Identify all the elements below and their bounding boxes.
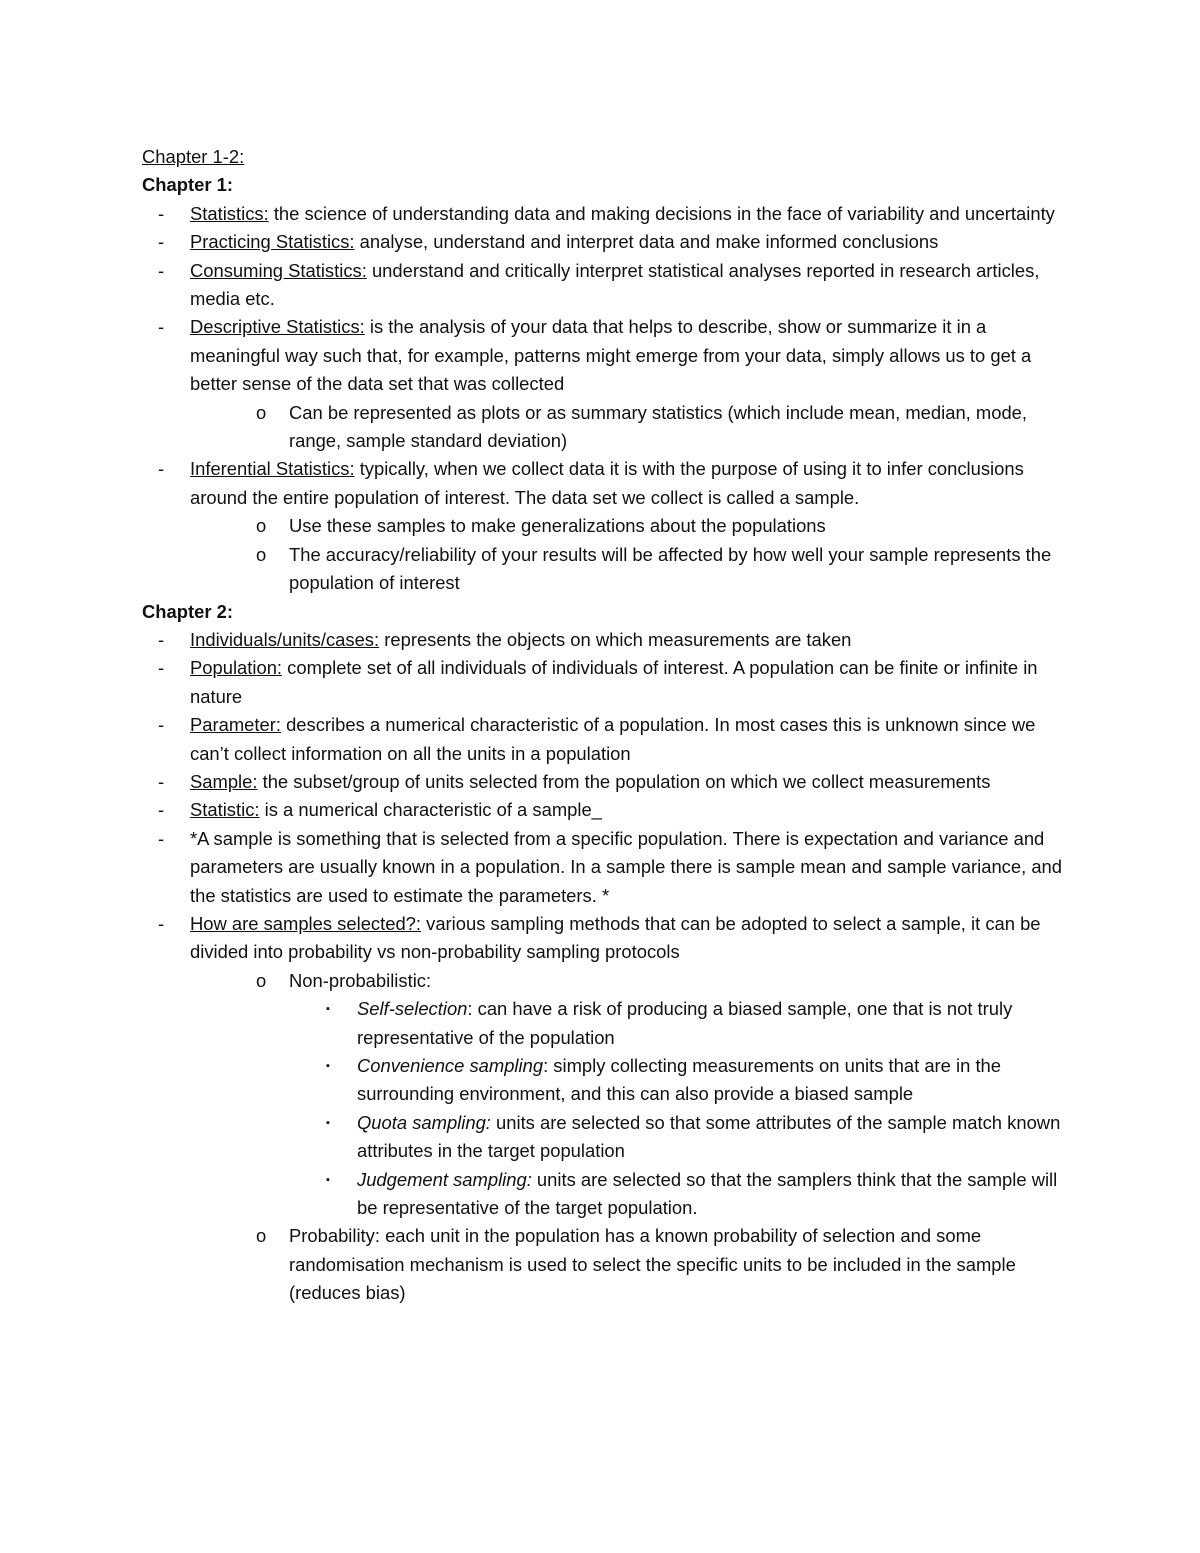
item-text: units are selected so that the samplers think that the sample will be representative of the target population. xyxy=(357,1168,1058,1219)
circle-bullet-marker: o xyxy=(256,543,267,565)
dash-bullet-marker: - xyxy=(158,628,165,650)
item-text: analyse, understand and interpret data and make informed conclusions xyxy=(354,231,939,253)
dash-bullet-marker: - xyxy=(158,202,165,224)
list-item xyxy=(142,228,1072,256)
list-item xyxy=(142,399,1072,456)
item-text: understand and critically interpret statistical analyses reported in research articles, media etc. xyxy=(190,259,1040,310)
item-term: Practicing Statistics: xyxy=(190,231,355,253)
list-item xyxy=(142,967,1072,995)
item-text: units are selected so that some attributes of the sample match known attributes in the target population xyxy=(357,1111,1061,1162)
item-term: Consuming Statistics: xyxy=(190,259,367,281)
chapter-heading: Chapter 2: xyxy=(142,600,233,622)
chapters-container xyxy=(142,171,1072,1307)
item-term: How are samples selected?: xyxy=(190,912,422,934)
square-bullet-icon: ▪ xyxy=(326,1003,330,1016)
dash-bullet-marker: - xyxy=(158,714,165,736)
circle-bullet-marker: o xyxy=(256,401,267,423)
dash-bullet-marker: - xyxy=(158,912,165,934)
list-item xyxy=(142,257,1072,314)
item-text: is the analysis of your data that helps to describe, show or summarize it in a meaningful way such that, for example, patterns might emerge from your data, simply allows us to get a better sense of the data set that was collected xyxy=(190,316,1032,395)
item-text: various sampling methods that can be adopted to select a sample, it can be divided into probability vs non-probability sampling protocols xyxy=(190,912,1041,963)
list-item xyxy=(142,995,1072,1052)
list-item xyxy=(142,541,1072,598)
item-text: Probability: each unit in the population has a known probability of selection and some randomisation mechanism is used to select the specific units to be included in the sample (reduces bias) xyxy=(289,1225,1016,1304)
item-text: : can have a risk of producing a biased sample, one that is not truly representative of the population xyxy=(357,998,1013,1048)
list-item xyxy=(142,200,1072,228)
item-term: Individuals/units/cases: xyxy=(190,628,380,650)
list-item xyxy=(142,1166,1072,1223)
list-item xyxy=(142,512,1072,540)
list-item xyxy=(142,1222,1072,1307)
list-item xyxy=(142,654,1072,711)
item-term: Quota sampling: xyxy=(357,1111,491,1133)
item-term: Population: xyxy=(190,657,283,679)
item-term: Statistics: xyxy=(190,202,269,224)
item-text: : simply collecting measurements on units that are in the surrounding environment, and this can also provide a biased sample xyxy=(357,1055,1002,1105)
list-item xyxy=(142,768,1072,796)
chapter-heading: Chapter 1: xyxy=(142,174,233,196)
item-term: Self-selection xyxy=(357,998,468,1020)
document-title: Chapter 1-2: xyxy=(142,146,245,167)
item-text: is a numerical characteristic of a sample_ xyxy=(259,799,602,821)
list-item xyxy=(142,1109,1072,1166)
item-text: the science of understanding data and making decisions in the face of variability and uncertainty xyxy=(268,202,1055,224)
item-term: Inferential Statistics: xyxy=(190,458,355,480)
dash-bullet-marker: - xyxy=(158,827,165,849)
item-term: Parameter: xyxy=(190,714,281,736)
circle-bullet-marker: o xyxy=(256,1225,267,1247)
item-term: Descriptive Statistics: xyxy=(190,316,365,338)
item-term: Judgement sampling: xyxy=(357,1168,532,1190)
item-text: represents the objects on which measurements are taken xyxy=(379,628,852,650)
item-text: describes a numerical characteristic of a population. In most cases this is unknown since we can’t collect information on all the units in a population xyxy=(190,714,1036,764)
chapter-section xyxy=(142,598,1072,1308)
item-term: Statistic: xyxy=(190,799,260,821)
item-text: *A sample is something that is selected from a specific population. There is expectation and variance and parameters are usually known in a population. In a sample there is sample mean and sample variance, and the statistics are used to estimate the parameters. * xyxy=(190,827,1063,906)
item-text: Use these samples to make generalizations about the populations xyxy=(289,515,826,537)
item-text: The accuracy/reliability of your results will be affected by how well your sample represents the population of interest xyxy=(289,543,1052,594)
list-item xyxy=(142,313,1072,398)
item-term: Sample: xyxy=(190,770,258,792)
dash-bullet-marker: - xyxy=(158,770,165,792)
item-text: complete set of all individuals of individuals of interest. A population can be finite or infinite in nature xyxy=(190,657,1038,707)
document-body xyxy=(142,143,1072,1308)
item-text: Non-probabilistic: xyxy=(289,969,432,991)
item-text: the subset/group of units selected from the population on which we collect measurements xyxy=(257,770,991,792)
circle-bullet-marker: o xyxy=(256,515,267,537)
list-item xyxy=(142,1052,1072,1109)
item-term: Convenience sampling xyxy=(357,1055,544,1076)
item-text: typically, when we collect data it is with the purpose of using it to infer conclusions around the entire population of interest. The data set we collect is called a sample. xyxy=(190,458,1024,508)
list-item xyxy=(142,796,1072,824)
dash-bullet-marker: - xyxy=(158,799,165,821)
list-item xyxy=(142,711,1072,768)
dash-bullet-marker: - xyxy=(158,657,165,679)
item-text: Can be represented as plots or as summary statistics (which include mean, median, mode, range, sample standard deviation) xyxy=(289,401,1028,452)
list-item xyxy=(142,825,1072,910)
dash-bullet-marker: - xyxy=(158,316,165,338)
list-item xyxy=(142,626,1072,654)
list-item xyxy=(142,455,1072,512)
dash-bullet-marker: - xyxy=(158,458,165,480)
circle-bullet-marker: o xyxy=(256,969,267,991)
square-bullet-icon: ▪ xyxy=(326,1173,330,1186)
square-bullet-icon: ▪ xyxy=(326,1060,330,1072)
square-bullet-icon: ▪ xyxy=(326,1116,330,1129)
list-item xyxy=(142,910,1072,967)
dash-bullet-marker: - xyxy=(158,259,165,281)
dash-bullet-marker: - xyxy=(158,231,165,253)
chapter-section xyxy=(142,171,1072,597)
